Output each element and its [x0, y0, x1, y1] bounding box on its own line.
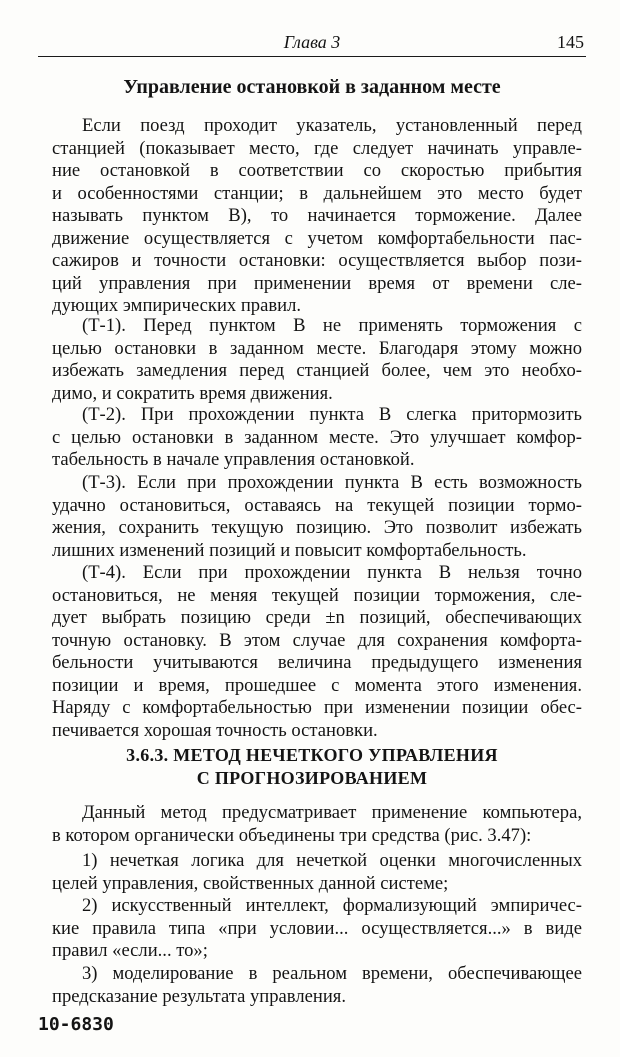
list-item-3 [52, 963, 582, 1008]
text-line: целью остановки в заданном месте. Благодаря этому можно [52, 337, 582, 359]
signature-mark: 10-6830 [38, 1014, 114, 1035]
text-line: 2) искусственный интеллект, формализующий эмпиричес- [82, 895, 582, 916]
text-line: (Т-2). При прохождении пункта В слегка притормозить [82, 404, 582, 425]
text-line: дует выбрать позицию среди ±n позиций, обеспечивающих [52, 607, 582, 628]
text-line: Если поезд проходит указатель, установленный перед [82, 115, 582, 136]
text-line: правил «если... то»; [52, 940, 208, 961]
text-line: точную остановку. В этом случае для сохранения комфорта- [52, 629, 582, 651]
text-line: удачно остановиться, оставаясь на текущей позиции тормо- [52, 494, 582, 516]
paragraph-rule-t3 [52, 472, 582, 562]
text-line: 1) нечеткая логика для нечеткой оценки многочисленных [82, 850, 582, 871]
paragraph-method [52, 802, 582, 847]
paragraph-rule-t1 [52, 315, 582, 405]
text-line: лишних изменений позиций и повысит комфортабельность. [52, 539, 527, 561]
paragraph-rule-t4 [52, 562, 582, 742]
chapter-title: Глава 3 [283, 32, 341, 52]
text-line: жения, сохранить текущую позицию. Это позволит избежать [52, 517, 582, 538]
text-line: ние остановкой в соответствии со скоростью прибытия [52, 160, 582, 181]
section-heading-line: С ПРОГНОЗИРОВАНИЕМ [196, 768, 428, 788]
section-heading [38, 744, 586, 790]
text-line: табельность в начале управления остановкой. [52, 449, 415, 470]
text-line: дующих эмпирических правил. [52, 295, 302, 316]
text-line: избежать замедления перед станцией более, чем это необхо- [52, 360, 582, 381]
page-number: 145 [557, 32, 584, 52]
text-line: 3) моделирование в реальном времени, обеспечивающее [82, 963, 582, 984]
text-line: (Т-1). Перед пунктом В не применять торможения с [82, 315, 582, 336]
text-line: сажиров и точности остановки: осуществляется выбор пози- [52, 250, 582, 271]
text-line: Наряду с комфортабельностью при изменении позиции обес- [52, 697, 582, 718]
text-line: (Т-4). Если при прохождении пункта В нельзя точно [82, 562, 582, 583]
paragraph-rule-t2 [52, 404, 582, 472]
text-line: димо, и сократить время движения. [52, 382, 333, 404]
paragraph-intro [52, 115, 582, 318]
text-line: целей управления, свойственных данной системе; [52, 872, 449, 894]
section-heading-line: 3.6.3. МЕТОД НЕЧЕТКОГО УПРАВЛЕНИЯ [126, 745, 498, 765]
running-header [38, 30, 586, 57]
text-line: движение осуществляется с учетом комфортабельности пас- [52, 227, 582, 249]
text-line: и особенностями станции; в дальнейшем это место будет [52, 182, 582, 204]
text-line: печивается хорошая точность остановки. [52, 719, 378, 741]
text-line: (Т-3). Если при прохождении пункта В есть возможность [82, 472, 582, 493]
subsection-heading: Управление остановкой в заданном месте [123, 76, 501, 98]
text-line: бельности учитываются величина предыдущего изменения [52, 652, 582, 673]
text-line: остановиться, не меняя текущей позиции торможения, сле- [52, 584, 582, 606]
text-line: в котором органически объединены три средства (рис. 3.47): [52, 824, 532, 846]
text-line: позиции и время, прошедшее с момента этого изменения. [52, 674, 582, 696]
text-line: предсказание результата управления. [52, 985, 346, 1007]
list-item-1 [52, 850, 582, 895]
text-line: называть пунктом В), то начинается торможение. Далее [52, 205, 582, 226]
text-line: ций управления при применении время от времени сле- [52, 272, 582, 294]
text-line: с целью остановки в заданном месте. Это улучшает комфор- [52, 426, 582, 448]
text-line: Данный метод предусматривает применение компьютера, [82, 802, 582, 823]
list-item-2 [52, 895, 582, 963]
text-line: кие правила типа «при условии... осуществляется...» в виде [52, 917, 582, 939]
text-line: станцией (показывает место, где следует начинать управле- [52, 137, 582, 159]
